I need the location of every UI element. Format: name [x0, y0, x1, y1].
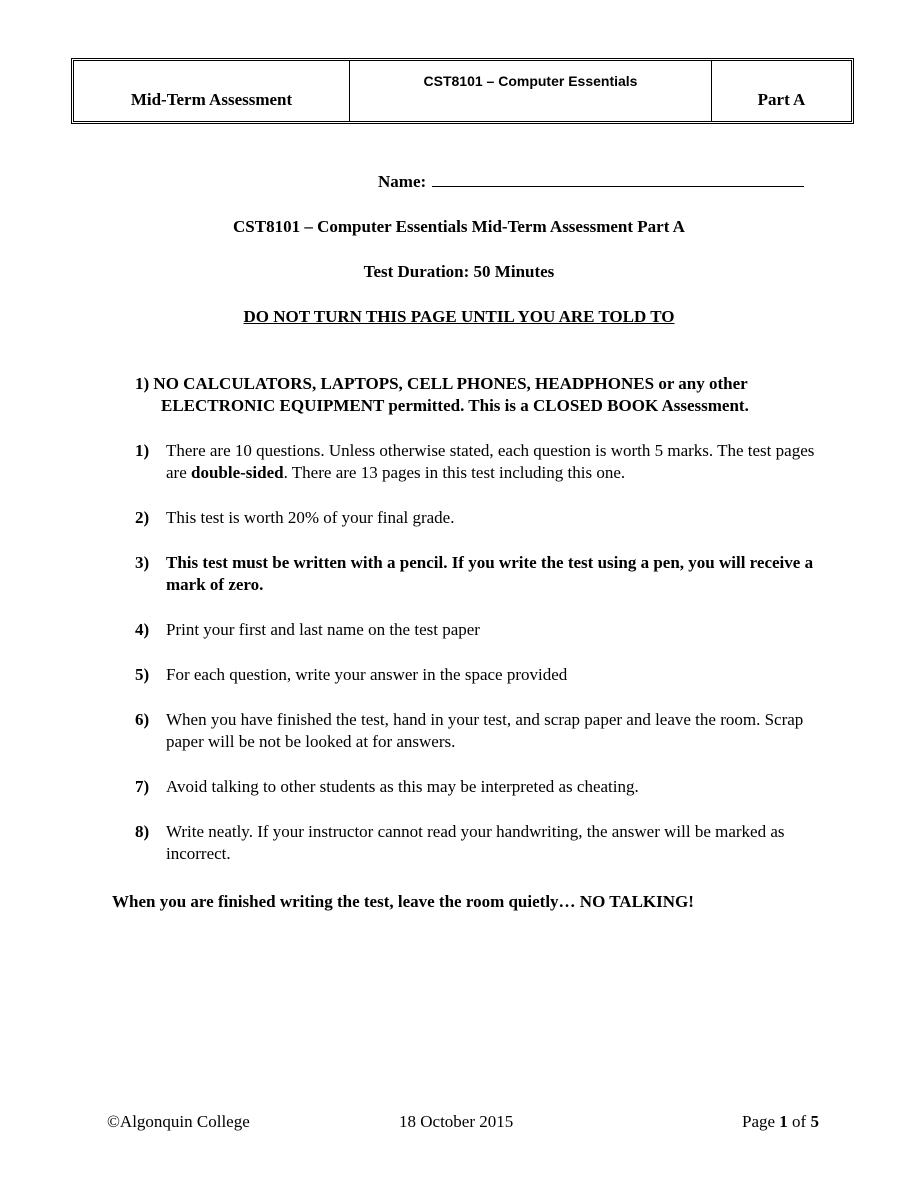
- header-part: Part A: [757, 90, 806, 109]
- name-field: [378, 172, 804, 192]
- notice-line-2: ELECTRONIC EQUIPMENT permitted. This is a CLOSED BOOK Assessment.: [161, 396, 749, 415]
- header-right-cell: [712, 61, 851, 121]
- item-text: This test is worth 20% of your final grade.: [166, 508, 455, 527]
- item-number: 5): [135, 665, 150, 684]
- item-number: 2): [135, 508, 150, 527]
- footer-page-number: Page 1 of 5: [742, 1112, 819, 1131]
- item-text: There are 10 questions. Unless otherwise stated, each question is worth 5 marks. The test pages are double-sided. There are 13 pages in this test including this one.: [166, 441, 815, 482]
- header-assessment-type: Mid-Term Assessment: [130, 90, 293, 109]
- exam-title: CST8101 – Computer Essentials Mid-Term Assessment Part A: [233, 217, 685, 236]
- item-number: 6): [135, 710, 150, 729]
- item-number: 7): [135, 777, 150, 796]
- item-text: Print your first and last name on the test paper: [166, 620, 480, 639]
- item-text: Write neatly. If your instructor cannot read your handwriting, the answer will be marked as incorrect.: [166, 822, 785, 863]
- item-number: 8): [135, 822, 150, 841]
- header-table: [71, 58, 854, 124]
- instruction-item: [135, 619, 825, 641]
- header-left-cell: [74, 61, 350, 121]
- item-text: Avoid talking to other students as this may be interpreted as cheating.: [166, 777, 639, 796]
- instruction-item: [135, 552, 825, 596]
- item-text: For each question, write your answer in the space provided: [166, 665, 568, 684]
- instruction-item: [135, 440, 825, 484]
- instruction-item: [135, 507, 825, 529]
- instruction-item: [135, 664, 825, 686]
- name-label: Name:: [378, 172, 427, 191]
- current-page: 1: [779, 1112, 788, 1131]
- footer-copyright: ©Algonquin College: [107, 1112, 250, 1131]
- closing-statement: When you are finished writing the test, leave the room quietly… NO TALKING!: [112, 892, 694, 911]
- instruction-item: [135, 821, 825, 865]
- instruction-item: [135, 709, 825, 753]
- electronics-notice: [135, 373, 835, 417]
- footer-date: 18 October 2015: [399, 1112, 514, 1131]
- instruction-item: [135, 776, 825, 798]
- name-blank-line[interactable]: [432, 172, 804, 187]
- item-text: When you have finished the test, hand in your test, and scrap paper and leave the room. Scrap paper will be not be looked at for answers.: [166, 710, 804, 751]
- item-text: This test must be written with a pencil. If you write the test using a pen, you will receive a mark of zero.: [166, 553, 814, 594]
- test-duration: Test Duration: 50 Minutes: [363, 262, 555, 281]
- item-number: 1): [135, 441, 150, 460]
- double-sided-emphasis: double-sided: [191, 463, 284, 482]
- notice-line-1: 1) NO CALCULATORS, LAPTOPS, CELL PHONES, HEADPHONES or any other: [135, 374, 748, 393]
- header-center-cell: [350, 61, 712, 121]
- item-number: 4): [135, 620, 150, 639]
- total-pages: 5: [810, 1112, 819, 1131]
- header-course-name: CST8101 – Computer Essentials: [423, 73, 638, 89]
- item-number: 3): [135, 553, 150, 572]
- warning-text: DO NOT TURN THIS PAGE UNTIL YOU ARE TOLD TO: [243, 307, 675, 326]
